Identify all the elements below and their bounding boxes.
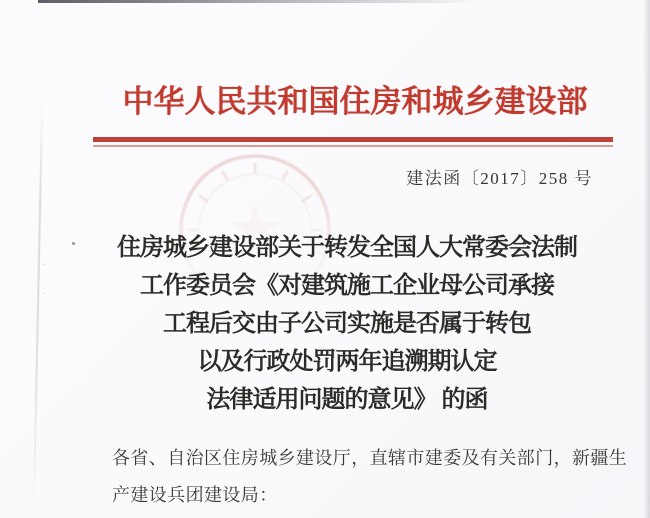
red-divider-thin-rule <box>93 145 613 147</box>
scan-edge-artifact <box>38 0 476 3</box>
salutation-line: 产建设兵团建设局： <box>112 484 278 505</box>
salutation <box>112 440 632 513</box>
red-divider-line <box>93 137 613 147</box>
document-title-line: 住房城乡建设部关于转发全国人大常委会法制 <box>117 235 577 261</box>
document-number: 建法函〔2017〕258 号 <box>406 169 593 188</box>
document-title-line: 法律适用问题的意见》 的函 <box>206 387 488 413</box>
salutation-line: 各省、自治区住房城乡建设厅，直辖市建委及有关部门，新疆生 <box>112 448 628 468</box>
agency-header: 中华人民共和国住房和城乡建设部 <box>122 84 588 119</box>
document-title <box>42 229 650 419</box>
document-title-line: 工作委员会《对建筑施工企业母公司承接 <box>140 273 554 299</box>
document-title-line: 工程后交由子公司实施是否属于转包 <box>163 311 531 337</box>
document-title-line: 以及行政处罚两年追溯期认定 <box>197 349 497 375</box>
